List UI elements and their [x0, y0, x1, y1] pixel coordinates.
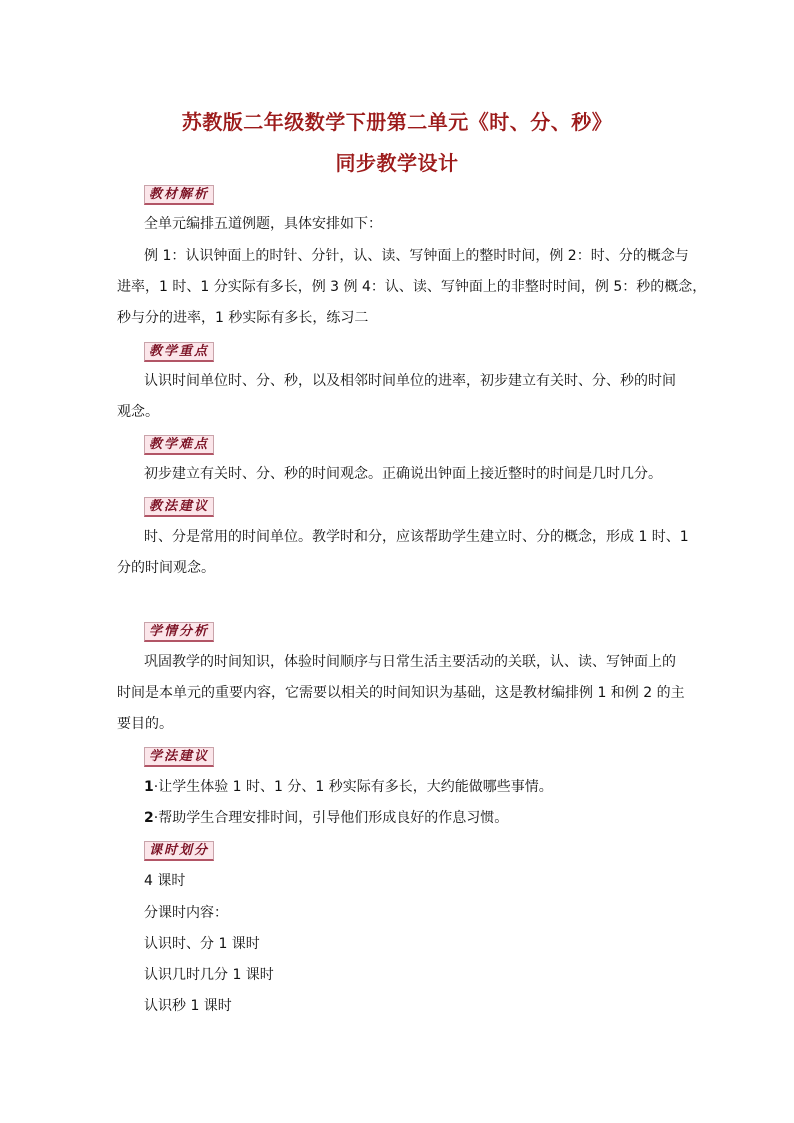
material-intro: 全单元编排五道例题，具体安排如下：: [144, 216, 382, 232]
material-line: 例 1：认识钟面上的时针、分针，认、读、写钟面上的整时时间，例 2：时、分的概念与: [144, 248, 689, 264]
focus-line: 观念。: [117, 404, 159, 420]
doc-subtitle: 同步教学设计: [335, 151, 459, 175]
item-text: ·帮助学生合理安排时间，引导他们形成良好的作息习惯。: [153, 810, 509, 826]
method-line: 时、分是常用的时间单位。教学时和分，应该帮助学生建立时、分的概念，形成 1 时、1: [144, 529, 689, 545]
section-tag-method: 教法建议: [144, 497, 214, 517]
section-tag-student: 学情分析: [144, 622, 214, 642]
item-number: 2: [144, 810, 154, 826]
schedule-item: 认识时、分 1 课时: [144, 936, 260, 952]
learning-item: [144, 777, 553, 797]
student-line: 巩固教学的时间知识，体验时间顺序与日常生活主要活动的关联，认、读、写钟面上的: [144, 654, 676, 670]
schedule-sub: 分课时内容：: [144, 905, 228, 921]
difficulty-line: 初步建立有关时、分、秒的时间观念。正确说出钟面上接近整时的时间是几时几分。: [144, 466, 662, 482]
method-line: 分的时间观念。: [117, 560, 215, 576]
section-tag-difficulty: 教学难点: [144, 435, 214, 455]
section-tag-focus: 教学重点: [144, 342, 214, 362]
material-line: 进率，1 时、1 分实际有多长，例 3 例 4：认、读、写钟面上的非整时时间，例 5：秒的概念，: [117, 279, 707, 295]
item-number: 1: [144, 779, 154, 795]
doc-title: 苏教版二年级数学下册第二单元《时、分、秒》: [181, 110, 613, 134]
schedule-total: 4 课时: [144, 873, 186, 889]
section-tag-material: 教材解析: [144, 185, 214, 205]
schedule-item: 认识几时几分 1 课时: [144, 967, 274, 983]
focus-line: 认识时间单位时、分、秒，以及相邻时间单位的进率，初步建立有关时、分、秒的时间: [144, 373, 676, 389]
item-text: ·让学生体验 1 时、1 分、1 秒实际有多长，大约能做哪些事情。: [153, 779, 553, 795]
schedule-item: 认识秒 1 课时: [144, 998, 232, 1014]
section-tag-schedule: 课时划分: [144, 841, 214, 861]
student-line: 要目的。: [117, 716, 173, 732]
section-tag-learning: 学法建议: [144, 747, 214, 767]
student-line: 时间是本单元的重要内容，它需要以相关的时间知识为基础，这是教材编排例 1 和例 2 的主: [117, 685, 685, 701]
material-line: 秒与分的进率，1 秒实际有多长，练习二: [117, 310, 369, 326]
learning-item: [144, 808, 508, 828]
